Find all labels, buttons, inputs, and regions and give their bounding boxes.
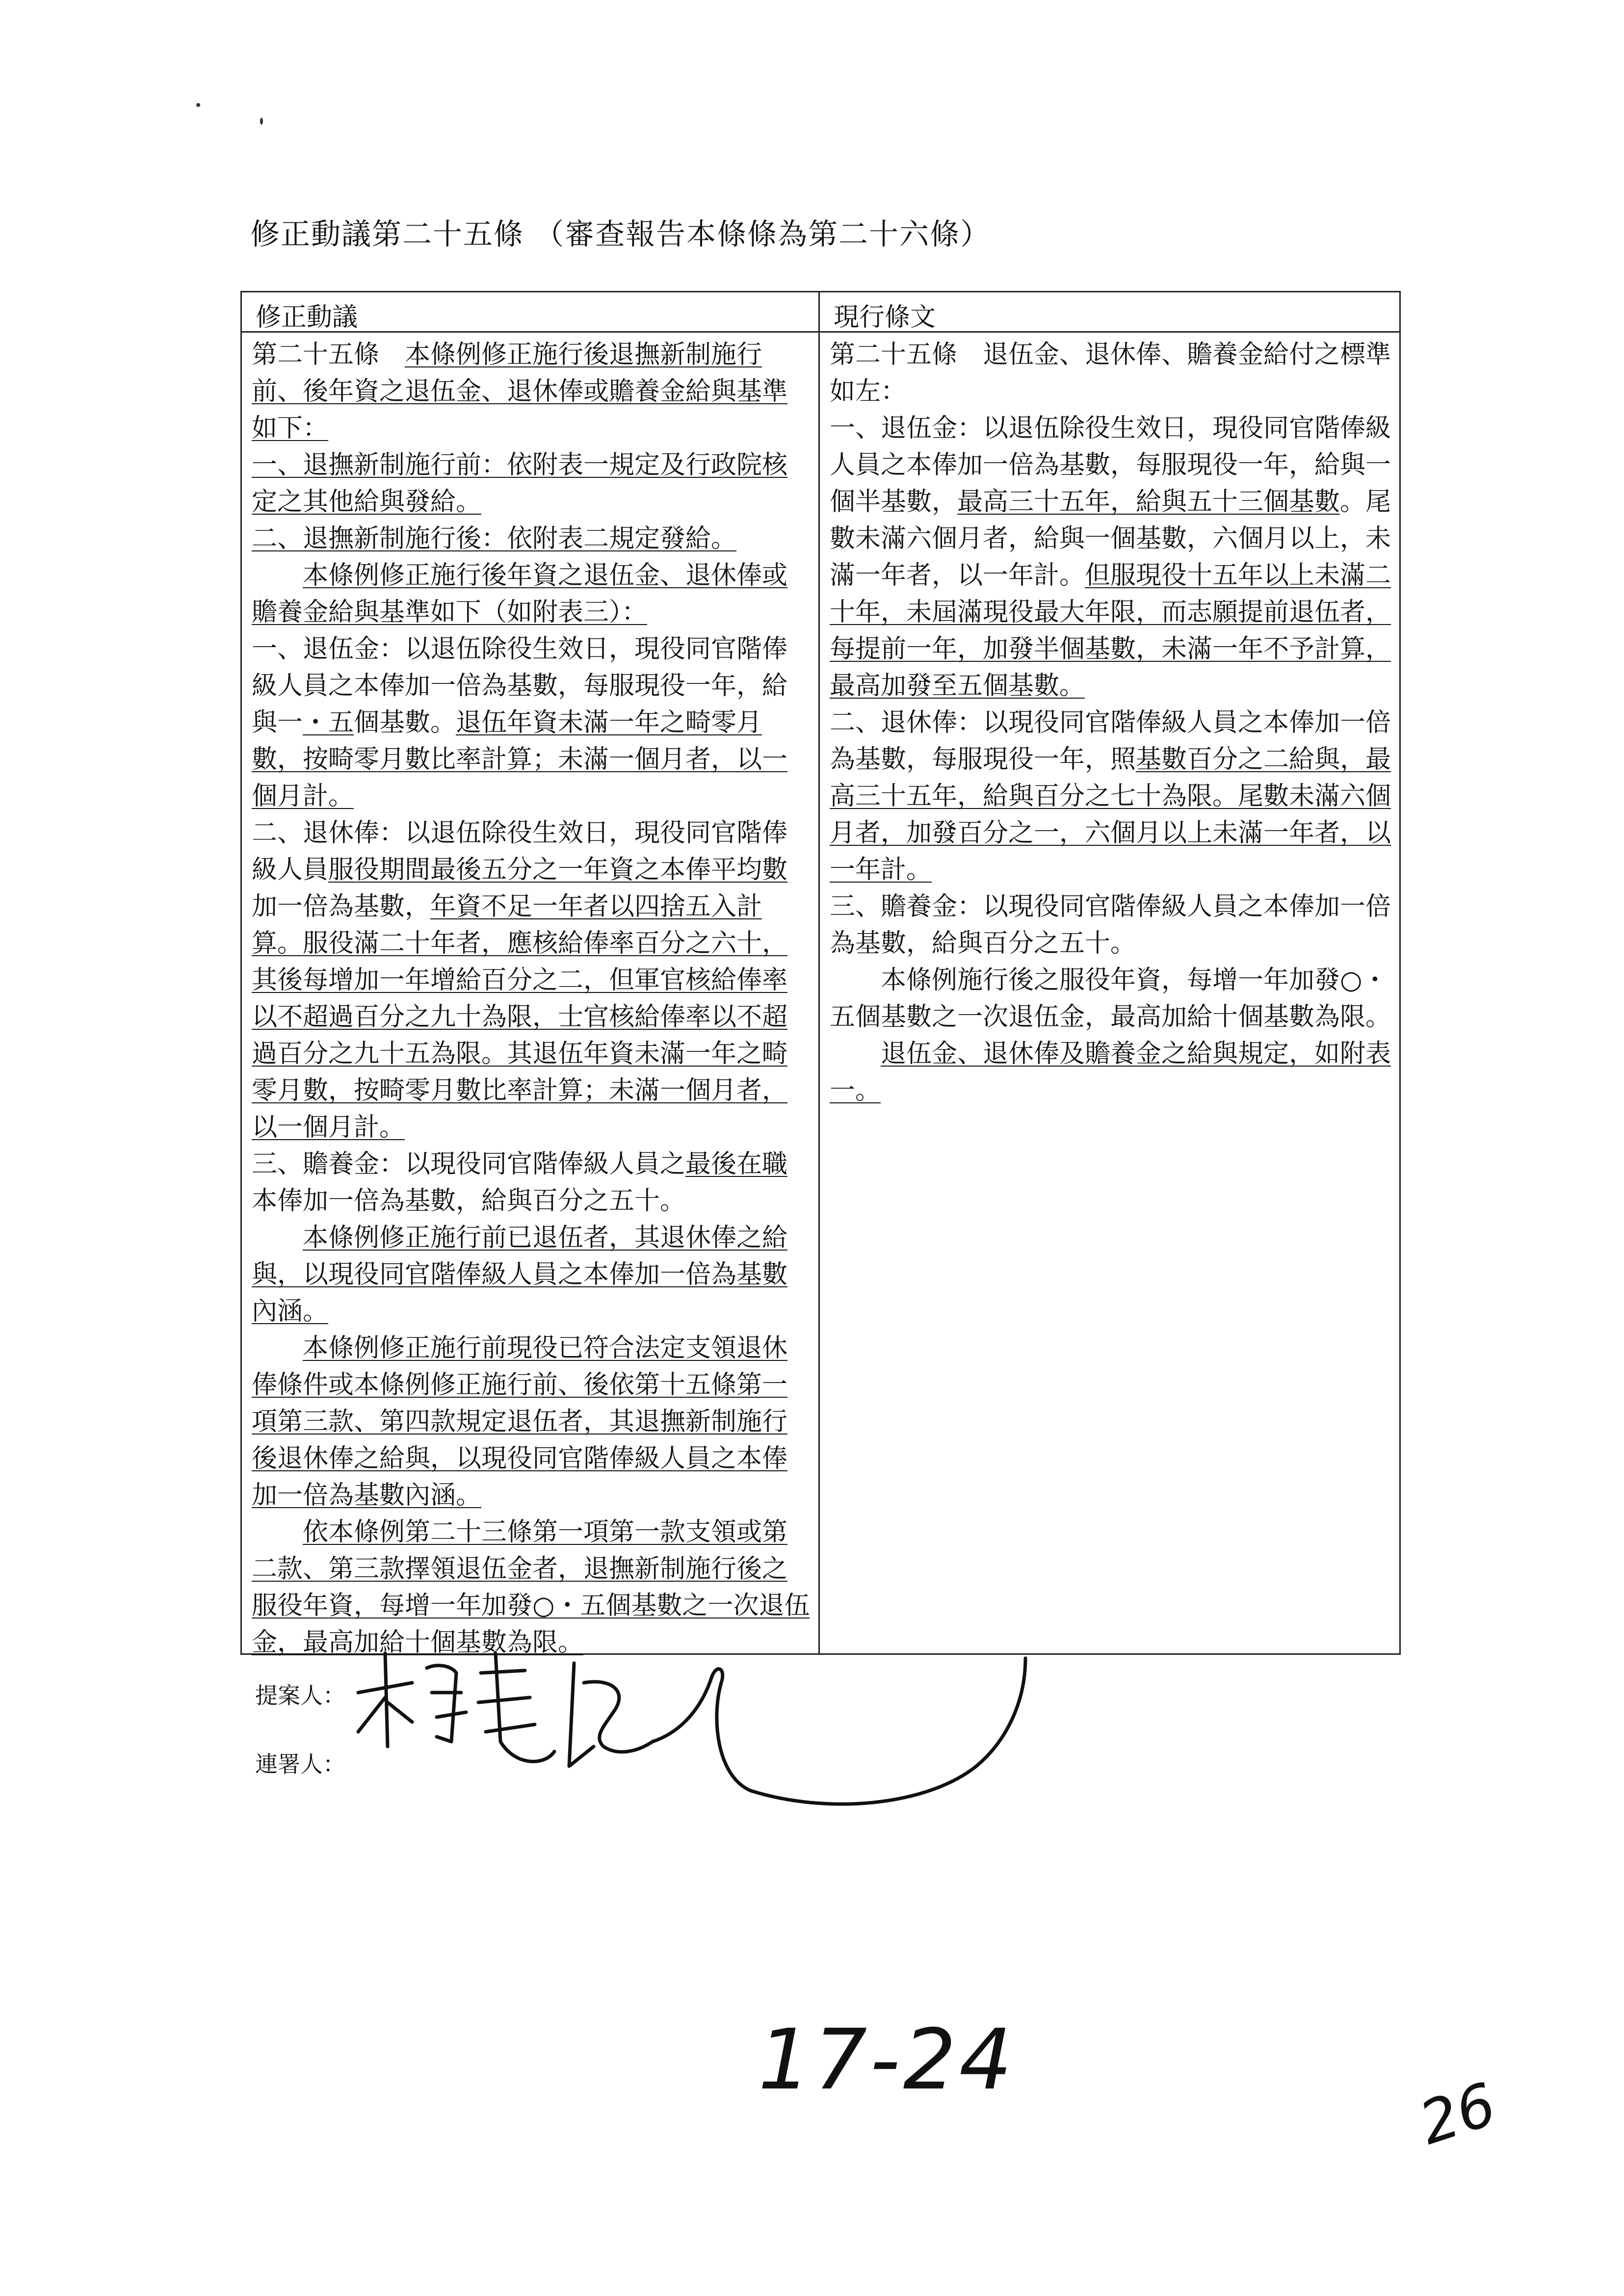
text-span: 個基數。 [354, 708, 456, 737]
amendment-column [242, 292, 820, 1657]
amended-text-span: 二、退撫新制施行後：依附表二規定發給。 [252, 524, 737, 553]
handwritten-signature [339, 1619, 1035, 1825]
text-span: 三、贍養金：以現役同官階俸級人員之 [252, 1149, 686, 1179]
text-span: 第二十五條 退伍金、退休俸、贍養金給付之標準如左： [830, 340, 1391, 406]
paragraph [830, 337, 1391, 410]
amended-text-span: 本條例修正施行前現役已符合法定支領退休俸條件或本條例修正施行前、後依第十五條第一項第三款、第四款規定退伍者，其退撫新制施行後退休俸之給與，以現役同官階俸級人員之本俸加一倍為基數內涵。 [252, 1333, 788, 1510]
current-law-header: 現行條文 [820, 292, 1399, 333]
amended-text-span: 服役期間最後五分之一年資之本俸平均數 [328, 855, 788, 885]
amended-text-span: 退伍年資未滿一年之畸零月數，按畸零月數比率計算；未滿一個月者，以一個月計。 [252, 708, 788, 811]
amended-text-span: ・五 [303, 708, 354, 737]
text-span: 一、退伍金：以退伍除役生效日，現役同官階俸級人員之本俸加一倍為基數，每服現役一年，給與一 [252, 634, 788, 737]
text-span: 三、贍養金：以現役同官階俸級人員之本俸加一倍為基數，給與百分之五十。 [830, 892, 1391, 958]
paragraph [830, 888, 1391, 962]
handwritten-corner-note: 26 [1412, 2070, 1504, 2159]
amended-text-span: 年資不足一年者以四捨五入計算。服役滿二十年者，應核給俸率百分之六十，其後每增加一年增給百分之二，但軍官核給俸率以不超過百分之九十為限，士官核給俸率以不超過百分之九十五為限。其退伍年資未滿一年之畸零月數，按畸零月數比率計算；未滿一個月者，以一個月計。 [252, 892, 788, 1142]
amended-text-span: 但服現役十五年以上未滿二十年，未屆滿現役最大年限，而志願提前退伍者，每提前一年，加發半個基數，未滿一年不予計算，最高加發至五個基數。 [830, 561, 1391, 701]
paragraph [252, 1220, 811, 1330]
amended-text-span: 最後在職 [685, 1149, 788, 1179]
amended-text-span: 最高三十五年，給與五十三個基數 [957, 487, 1340, 517]
paragraph [252, 1146, 811, 1220]
cosigner-label: 連署人： [255, 1751, 345, 1777]
text-span: 第二十五條 [252, 340, 405, 369]
text-span: 。尾數未滿六個月者，給與一個基數，六個月以上，未滿一年者，以一年計。 [830, 487, 1391, 590]
current-law-text [830, 337, 1391, 1109]
amended-text-span: 本條例修正施行後年資之退伍金、退休俸或贍養金給與基準如下（如附表三）： [252, 561, 788, 627]
paragraph [252, 521, 811, 557]
paragraph [830, 1036, 1391, 1109]
paragraph [252, 447, 811, 521]
amended-text-span: 本條例修正施行前已退伍者，其退休俸之給與，以現役同官階俸級人員之本俸加一倍為基數內涵。 [252, 1223, 788, 1326]
amended-text-span: 依本條例第二十三條第一項第一款支領或第二款、第三款擇領退伍金者，退撫新制施行後之服役年資，每增一年加發○・五個基數之一次退伍金，最高加給十個基數為限。 [252, 1517, 810, 1657]
paragraph [830, 704, 1391, 888]
text-span: 二、退休俸：以退伍除役生效日，現役同官階俸級人員 [252, 818, 788, 885]
scan-speck [196, 103, 200, 107]
paragraph [252, 337, 811, 447]
paragraph [252, 1330, 811, 1514]
handwritten-page-note: 17-24 [758, 2011, 1015, 2109]
amended-text-span: 本條例修正施行後退撫新制施行前、後年資之退伍金、退休俸或贍養金給與基準如下： [252, 340, 788, 443]
amended-text-span: 退伍金、退休俸及贍養金之給與規定，如附表一。 [830, 1039, 1391, 1105]
paragraph [830, 410, 1391, 704]
page-title: 修正動議第二十五條 （審查報告本條條為第二十六條） [250, 217, 991, 252]
amended-text-span: 一、退撫新制施行前：依附表一規定及行政院核定之其他給與發給。 [252, 450, 788, 517]
text-span: 一、退伍金：以退伍除役生效日，現役同官階俸級人員之本俸加一倍為基數，每服現役一年，給與一個半基數， [830, 414, 1391, 517]
proposer-label: 提案人： [255, 1682, 345, 1709]
comparison-table [240, 291, 1401, 1655]
text-span: 本條例施行後之服役年資，每增一年加發○・五個基數之一次退伍金，最高加給十個基數為限。 [830, 965, 1391, 1032]
paragraph [252, 631, 811, 815]
amendment-header: 修正動議 [242, 292, 818, 333]
current-law-column [820, 292, 1399, 1653]
scan-speck [260, 118, 263, 125]
paragraph [252, 557, 811, 631]
text-span: 加一倍為基數， [252, 892, 431, 921]
paragraph [252, 815, 811, 1146]
amendment-text [252, 337, 811, 1661]
text-span: 二、退休俸：以現役同官階俸級人員之本俸加一倍為基數，每服現役一年，照 [830, 708, 1391, 774]
text-span: 本俸加一倍為基數，給與百分之五十。 [252, 1186, 686, 1216]
paragraph [830, 962, 1391, 1036]
amended-text-span: 基數百分之二給與，最高三十五年，給與百分之七十為限。尾數未滿六個月者，加發百分之一，六個月以上未滿一年者，以一年計。 [830, 745, 1391, 885]
